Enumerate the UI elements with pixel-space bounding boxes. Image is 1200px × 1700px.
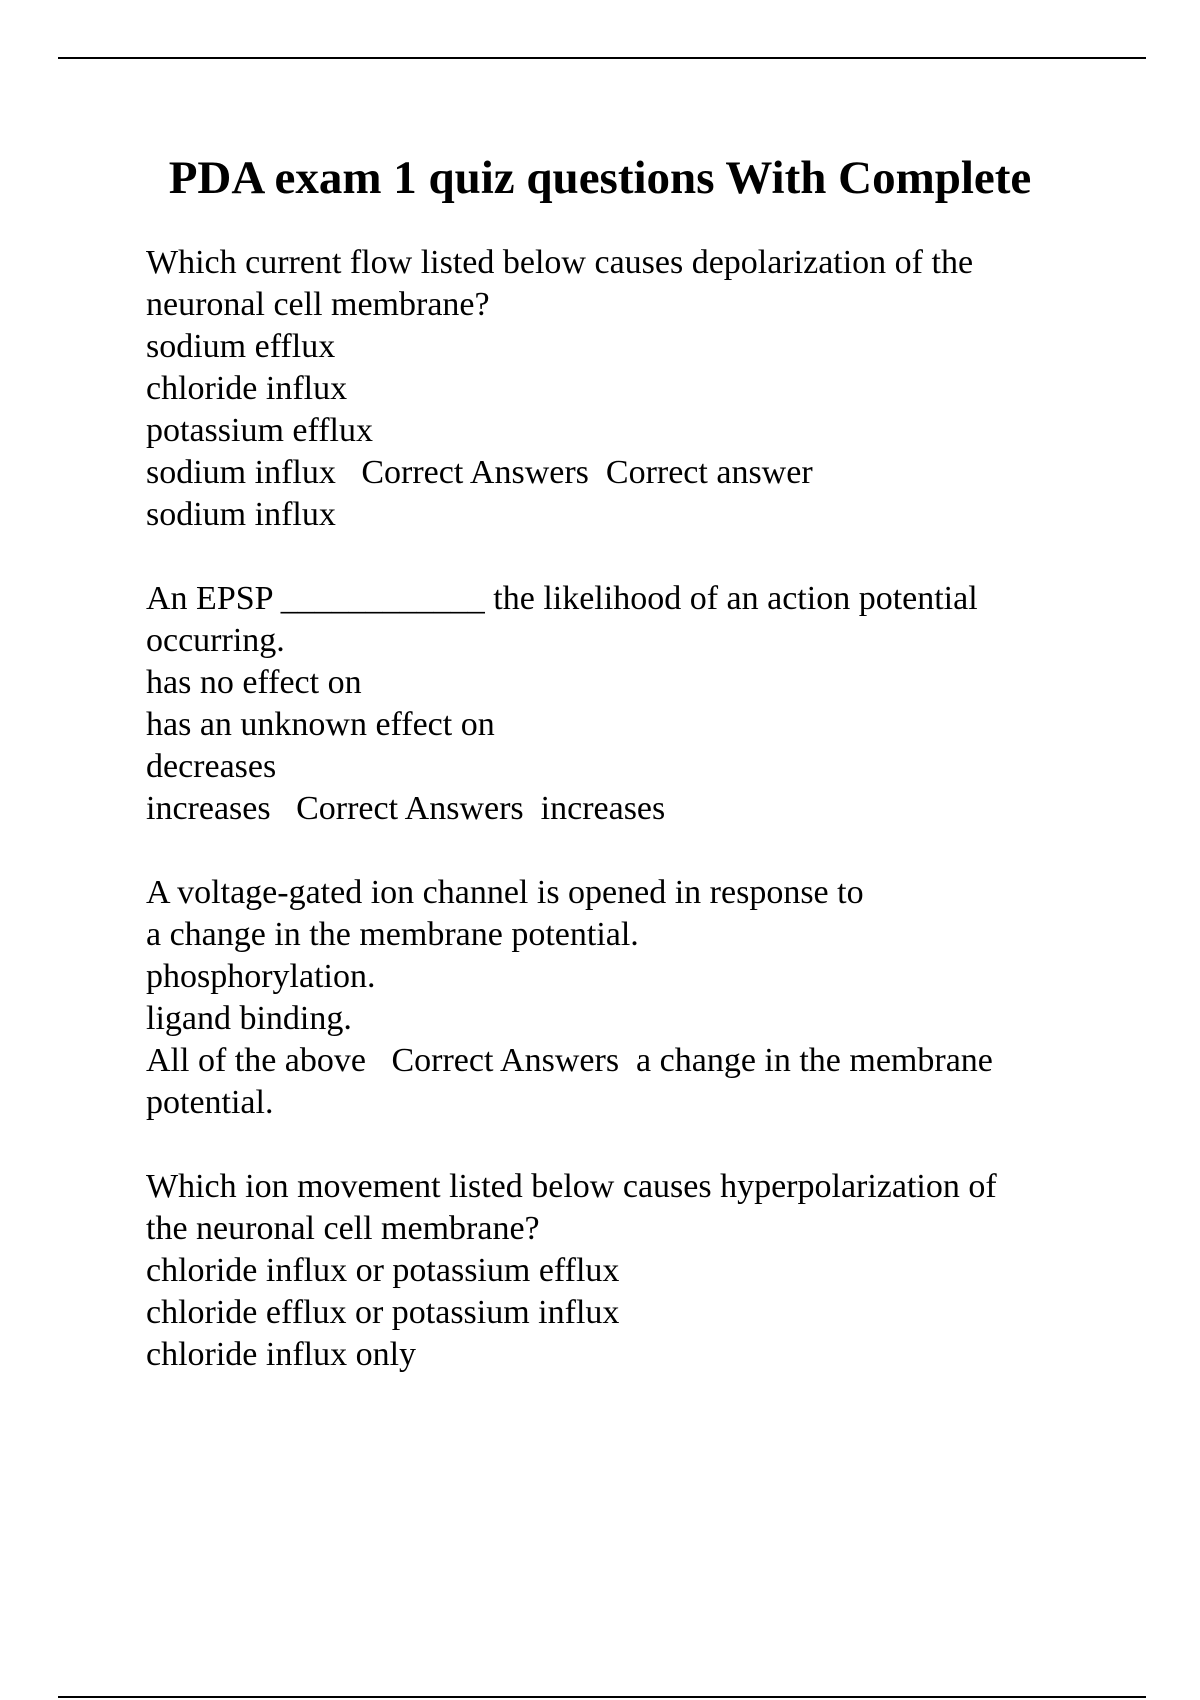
- question-3-option-1: a change in the membrane potential.: [146, 916, 639, 953]
- question-3-option-4-answer: All of the above Correct Answers a change in the membrane: [146, 1042, 993, 1079]
- question-1-option-4-answer: sodium influx Correct Answers Correct answer: [146, 454, 813, 491]
- question-2-option-3: decreases: [146, 748, 277, 785]
- question-2-option-2: has an unknown effect on: [146, 706, 495, 743]
- top-rule: [58, 57, 1146, 59]
- question-2-line-1: An EPSP ____________ the likelihood of an action potential: [146, 580, 978, 617]
- question-4-line-2: the neuronal cell membrane?: [146, 1210, 540, 1247]
- question-4-line-1: Which ion movement listed below causes hyperpolarization of: [146, 1168, 997, 1205]
- bottom-rule: [58, 1696, 1146, 1698]
- document-body: [146, 242, 1146, 1376]
- question-4-option-1: chloride influx or potassium efflux: [146, 1252, 620, 1289]
- question-3-answer-continued: potential.: [146, 1084, 274, 1121]
- question-2-line-2: occurring.: [146, 622, 285, 659]
- question-1-line-2: neuronal cell membrane?: [146, 286, 490, 323]
- question-1-answer-continued: sodium influx: [146, 496, 336, 533]
- question-3-option-2: phosphorylation.: [146, 958, 376, 995]
- question-block-1: [146, 242, 1146, 536]
- question-1-option-1: sodium efflux: [146, 328, 336, 365]
- question-2-option-4-answer: increases Correct Answers increases: [146, 790, 666, 827]
- question-block-2: [146, 578, 1146, 830]
- question-1-option-2: chloride influx: [146, 370, 348, 407]
- question-2-option-1: has no effect on: [146, 664, 362, 701]
- question-4-option-2: chloride efflux or potassium influx: [146, 1294, 620, 1331]
- question-block-4: [146, 1166, 1146, 1376]
- document-title: PDA exam 1 quiz questions With Complete: [168, 152, 1032, 204]
- question-4-option-3: chloride influx only: [146, 1336, 417, 1373]
- question-block-3: [146, 872, 1146, 1124]
- question-3-option-3: ligand binding.: [146, 1000, 352, 1037]
- question-1-line-1: Which current flow listed below causes depolarization of the: [146, 244, 974, 281]
- question-1-option-3: potassium efflux: [146, 412, 373, 449]
- question-3-line-1: A voltage-gated ion channel is opened in response to: [146, 874, 864, 911]
